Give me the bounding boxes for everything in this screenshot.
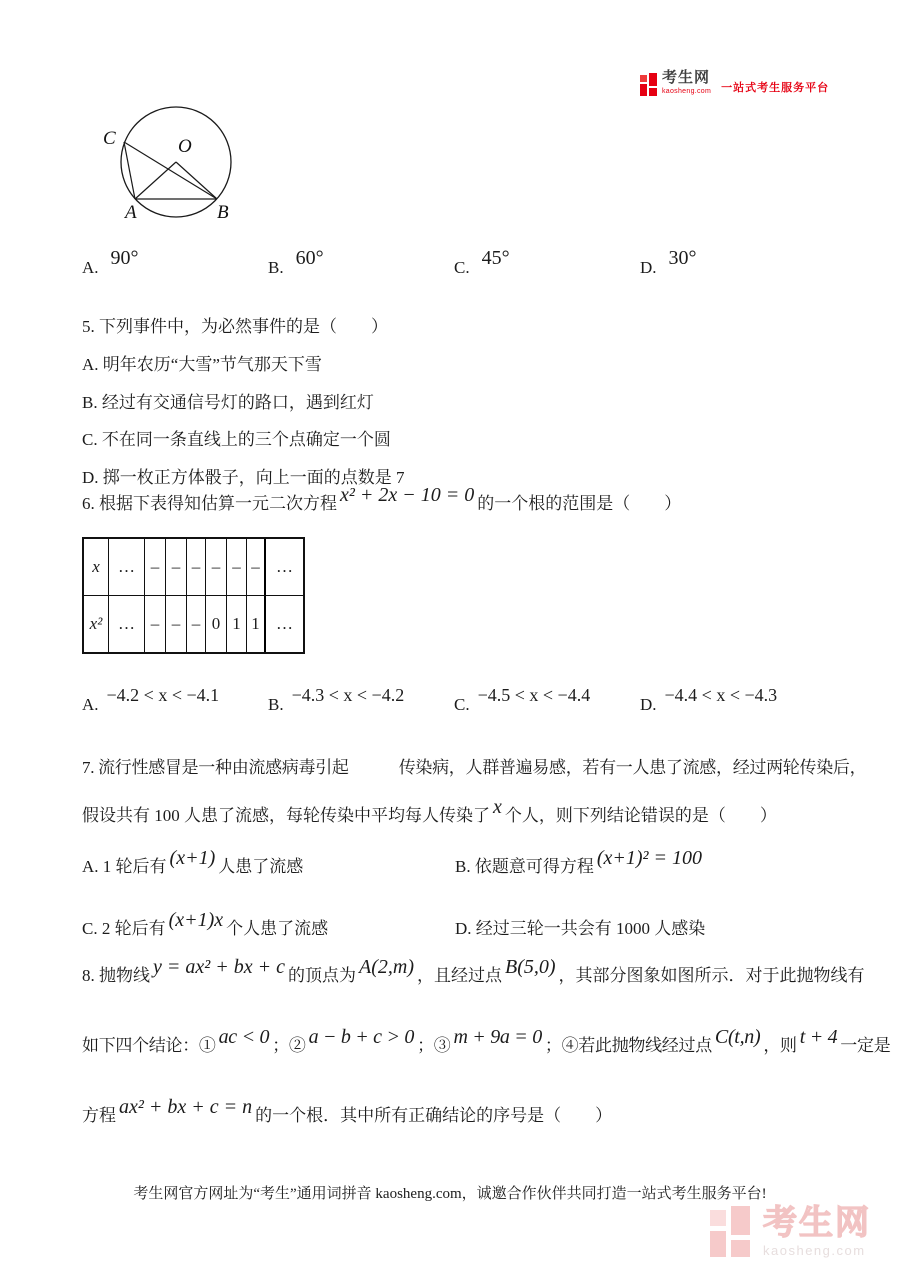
option-letter: A. [82,857,99,876]
table-cell: – [145,539,166,596]
brand-name: 考生网 [662,69,711,86]
point-label-C: C [103,128,116,149]
option-letter: B. [455,857,471,876]
option-text: 人患了流感 [218,857,304,876]
q8-text: 8. 抛物线 [82,966,150,985]
q5-option-b: B. 经过有交通信号灯的路口，遇到红灯 [82,393,374,412]
q7-variable: x [493,796,502,818]
q6-option-a [82,685,268,715]
watermark-domain: kaosheng.com [763,1243,866,1258]
option-letter: D. [640,258,657,277]
q8-formula: C(t,n) [714,1026,761,1048]
circle-diagram [84,94,279,242]
q8-line1 [82,956,865,989]
option-formula: (x+1) [169,847,216,869]
table-cell: x [84,539,109,596]
q6-options-row [82,685,826,715]
option-letter: D. [640,695,657,714]
brand-domain: kaosheng.com [662,87,712,95]
option-letter: A. [82,695,99,714]
table-cell: – [166,539,187,596]
q8-text: ，则 [763,1036,797,1055]
option-text: 个人患了流感 [226,919,329,938]
option-formula: (x+1)² = 100 [596,847,703,869]
option-text: 2 轮后有 [101,919,166,938]
q7-stem-line2 [82,796,777,829]
q8-formula: ac < 0 [218,1026,270,1048]
q8-line2 [82,1026,891,1059]
q4-option-b [268,247,454,279]
table-cell: – [227,539,247,596]
q6-stem [82,484,682,517]
q7-stem-line1: 7. 流行性感冒是一种由流感病毒引起 传染病，人群普遍易感，若有一人患了流感，经过两轮传染后， [82,758,867,777]
q5-option-d: D. 掷一枚正方体骰子，向上一面的点数是 7 [82,468,405,487]
q7-stem-text: 假设共有 100 人患了流感，每轮传染中平均每人传染了 [82,806,490,825]
q8-text: ，且经过点 [416,966,502,985]
point-label-B: B [217,202,229,223]
point-label-O: O [178,136,192,157]
q6-stem-text: 的一个根的范围是（ ） [477,494,682,513]
watermark-text [763,1206,871,1258]
q6-value-table [82,537,305,654]
table-cell: 1 [247,596,266,653]
q8-text: ；④若此抛物线经过点 [544,1036,712,1055]
kaosheng-watermark-icon [710,1206,754,1258]
q4-option-c [454,247,640,279]
option-text: 依题意可得方程 [474,857,594,876]
option-letter: B. [268,695,284,714]
q8-text: 方程 [82,1106,116,1125]
option-formula: (x+1)x [168,909,224,931]
table-cell: 0 [206,596,227,653]
option-letter: C. [454,695,470,714]
table-cell: … [109,596,145,653]
watermark [710,1206,871,1258]
point-label-A: A [125,202,137,223]
q5-option-c: C. 不在同一条直线上的三个点确定一个圆 [82,430,391,449]
header-logo [640,70,829,96]
q6-option-d [640,685,826,715]
table-cell: … [276,613,293,633]
kaosheng-logo-icon [640,73,658,96]
q8-line3 [82,1096,613,1129]
q4-options-row [82,247,826,279]
option-value: 60° [295,247,324,269]
q8-formula: m + 9a = 0 [453,1026,542,1048]
option-text: 经过三轮一共会有 1000 人感染 [475,919,706,938]
q4-option-d [640,247,826,279]
option-value: 45° [481,247,510,269]
q8-formula: ax² + bx + c = n [119,1096,253,1118]
q8-text: ，其部分图象如图所示．对于此抛物线有 [558,966,865,985]
option-letter: B. [268,258,284,277]
logo-text [662,70,711,95]
q6-option-b [268,685,454,715]
option-formula [705,909,711,931]
q5-stem: 5. 下列事件中，为必然事件的是（ ） [82,317,388,336]
table-cell: … [109,539,145,596]
q4-option-a [82,247,268,279]
option-value: −4.5 < x < −4.4 [477,685,591,705]
radius-OB [176,162,217,199]
option-value: 30° [668,247,697,269]
footer-text: 考生网官方网址为“考生”通用词拼音 kaosheng.com，诚邀合作伙伴共同打造一站式考生服务平台! [133,1186,767,1202]
option-text: 1 轮后有 [102,857,167,876]
brand-tagline: 一站式考生服务平台 [721,82,830,94]
table-cell: 1 [227,596,247,653]
q7-option-a [82,847,304,878]
watermark-brand: 考生网 [763,1204,871,1242]
option-value: −4.4 < x < −4.3 [664,685,778,705]
q8-formula: y = ax² + bx + c [153,956,285,978]
table-cell: – [206,539,227,596]
table-cell: – [145,596,166,653]
q8-formula: t + 4 [799,1026,838,1048]
option-letter: D. [455,919,472,938]
q8-text: ；② [272,1036,306,1055]
chord-CB [124,142,217,199]
q7-stem-text: 个人，则下列结论错误的是（ ） [504,806,777,825]
q7-option-b [455,847,705,878]
q8-text: 如下四个结论：① [82,1036,216,1055]
q6-equation: x² + 2x − 10 = 0 [340,484,475,506]
option-letter: C. [82,919,98,938]
option-value: −4.2 < x < −4.1 [106,685,220,705]
table-cell: x² [84,596,109,653]
q8-text: 的顶点为 [288,966,356,985]
question-5 [82,312,862,487]
q8-text: 一定是 [840,1036,891,1055]
table-cell: … [266,539,303,596]
option-value: 90° [110,247,139,269]
q8-formula: a − b + c > 0 [308,1026,415,1048]
q7-option-c [82,909,329,940]
table-cell: – [187,539,206,596]
table-cell: – [166,596,187,653]
option-letter: A. [82,258,99,277]
table-cell: – [187,596,206,653]
q8-formula: A(2,m) [359,956,414,978]
table-cell: – [247,539,266,596]
q5-option-a: A. 明年农历“大雪”节气那天下雪 [82,355,322,374]
option-letter: C. [454,258,470,277]
q8-text: ；③ [417,1036,451,1055]
q6-option-c [454,685,640,715]
radius-OA [135,162,176,199]
q8-text: 的一个根．其中所有正确结论的序号是（ ） [255,1106,613,1125]
q8-formula: B(5,0) [504,956,556,978]
q7-option-d [455,914,711,940]
q6-stem-text: 6. 根据下表得知估算一元二次方程 [82,494,337,513]
option-value: −4.3 < x < −4.2 [291,685,405,705]
